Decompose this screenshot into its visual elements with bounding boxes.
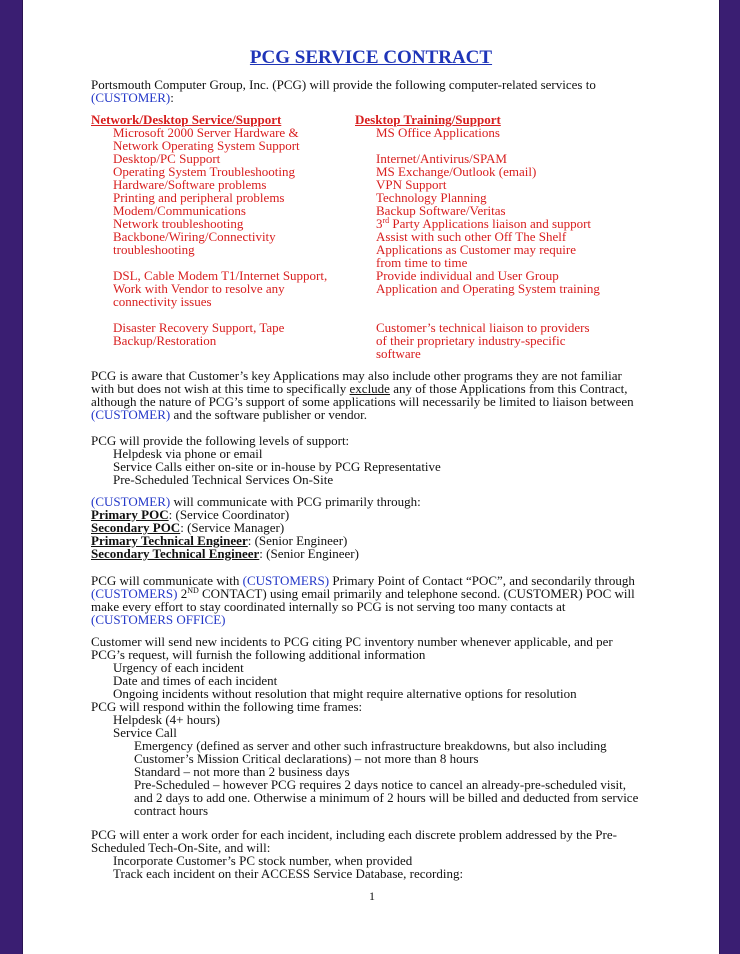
left-item: Printing and peripheral problems	[113, 190, 285, 205]
response-times-intro: PCG will respond within the following time frames:	[91, 699, 363, 714]
right-item: Application and Operating System training	[376, 281, 600, 296]
right-item: MS Exchange/Outlook (email)	[376, 164, 537, 179]
poc-paragraph-line: make every effort to stay coordinated internally so PCG is not serving too many contacts at	[91, 599, 566, 614]
support-levels-intro: PCG will provide the following levels of support:	[91, 433, 350, 448]
incident-info-item: Date and times of each incident	[113, 673, 278, 688]
third-party-text: Party Applications liaison and support	[389, 216, 592, 231]
apps-text: with but does not wish at this time to specifically	[91, 381, 350, 396]
response-prescheduled: Pre-Scheduled – however PCG requires 2 days notice to cancel an already-pre-scheduled visit,	[134, 777, 627, 792]
contact-label: Primary Technical Engineer	[91, 533, 248, 548]
left-item: Microsoft 2000 Server Hardware &	[113, 125, 299, 140]
left-item: DSL, Cable Modem T1/Internet Support,	[113, 268, 328, 283]
poc-text: Primary Point of Contact “POC”, and secondarily through	[329, 573, 635, 588]
incidents-line: Customer will send new incidents to PCG citing PC inventory number whenever applicable, and per	[91, 634, 613, 649]
right-item: Backup Software/Veritas	[376, 203, 506, 218]
right-item: VPN Support	[376, 177, 447, 192]
poc-text: PCG will communicate with	[91, 573, 243, 588]
left-item: Operating System Troubleshooting	[113, 164, 296, 179]
left-item: Hardware/Software problems	[113, 177, 267, 192]
exclude-word: exclude	[349, 381, 390, 396]
response-service-call: Service Call	[113, 725, 177, 740]
customer-placeholder: (CUSTOMERS)	[91, 586, 178, 601]
ordinal-suffix: ND	[187, 586, 199, 595]
response-prescheduled: and 2 days to add one. Otherwise a minimum of 2 hours will be billed and deducted from service	[134, 790, 639, 805]
customer-placeholder: (CUSTOMERS)	[242, 573, 330, 588]
right-item: MS Office Applications	[376, 125, 500, 140]
right-item: Customer’s technical liaison to providers	[376, 320, 590, 335]
contact-label: Primary POC	[91, 507, 169, 522]
work-order-item: Track each incident on their ACCESS Service Database, recording:	[113, 866, 464, 881]
right-item: Applications as Customer may require	[376, 242, 577, 257]
right-item: Assist with such other Off The Shelf	[376, 229, 567, 244]
work-order-line: PCG will enter a work order for each incident, including each discrete problem addressed by the Pre-	[91, 827, 617, 842]
left-item: Disaster Recovery Support, Tape	[113, 320, 285, 335]
work-order-line: Scheduled Tech-On-Site, and will:	[91, 840, 271, 855]
apps-paragraph-line: although the nature of PCG’s support of some applications will necessarily be limited to liaison between	[91, 394, 634, 409]
contact-value: : (Service Coordinator)	[168, 507, 290, 522]
document-page	[22, 0, 720, 954]
left-item: troubleshooting	[113, 242, 195, 257]
contact-row	[91, 547, 359, 560]
contact-label: Secondary Technical Engineer	[91, 546, 260, 561]
response-emergency: Customer’s Mission Critical declarations) – not more than 8 hours	[134, 751, 479, 766]
apps-paragraph-line: PCG is aware that Customer’s key Applications may also include other programs they are not familiar	[91, 368, 622, 383]
intro-line: Portsmouth Computer Group, Inc. (PCG) will provide the following computer-related services to	[91, 77, 596, 92]
contact-value: : (Senior Engineer)	[247, 533, 348, 548]
contacts-intro-text: will communicate with PCG primarily through:	[170, 494, 421, 509]
ordinal-number: 3	[376, 216, 383, 231]
incidents-line: PCG’s request, will furnish the following additional information	[91, 647, 426, 662]
incident-info-item: Ongoing incidents without resolution that might require alternative options for resolution	[113, 686, 577, 701]
page-content	[23, 0, 719, 954]
intro-colon: :	[170, 90, 174, 105]
left-column-header: Network/Desktop Service/Support	[91, 112, 282, 127]
right-item: of their proprietary industry-specific	[376, 333, 566, 348]
intro-customer-line	[91, 91, 174, 104]
poc-text: CONTACT) using email primarily and telephone second. (CUSTOMER) POC will	[198, 586, 635, 601]
right-item: Provide individual and User Group	[376, 268, 559, 283]
ordinal-suffix: rd	[382, 216, 390, 225]
right-item: Internet/Antivirus/SPAM	[376, 151, 507, 166]
page-number: 1	[369, 889, 375, 903]
left-item: Backup/Restoration	[113, 333, 217, 348]
poc-text: 2	[177, 586, 188, 601]
response-prescheduled: contract hours	[134, 803, 209, 818]
support-level-item: Service Calls either on-site or in-house by PCG Representative	[113, 459, 441, 474]
contact-label: Secondary POC	[91, 520, 181, 535]
response-helpdesk: Helpdesk (4+ hours)	[113, 712, 220, 727]
response-emergency: Emergency (defined as server and other such infrastructure breakdowns, but also including	[134, 738, 607, 753]
left-item: Network Operating System Support	[113, 138, 300, 153]
left-item: Desktop/PC Support	[113, 151, 221, 166]
apps-paragraph-line	[91, 408, 367, 421]
right-item: Technology Planning	[376, 190, 487, 205]
support-level-item: Pre-Scheduled Technical Services On-Site	[113, 472, 334, 487]
customer-office-placeholder: (CUSTOMERS OFFICE)	[91, 612, 226, 627]
customer-placeholder: (CUSTOMER)	[91, 407, 171, 422]
contact-value: : (Service Manager)	[180, 520, 285, 535]
response-standard: Standard – not more than 2 business days	[134, 764, 350, 779]
contact-value: : (Senior Engineer)	[259, 546, 359, 561]
customer-placeholder: (CUSTOMER)	[91, 494, 171, 509]
left-item: connectivity issues	[113, 294, 212, 309]
left-item: Backbone/Wiring/Connectivity	[113, 229, 276, 244]
right-column-header: Desktop Training/Support	[355, 112, 501, 127]
support-level-item: Helpdesk via phone or email	[113, 446, 263, 461]
customer-placeholder: (CUSTOMER)	[91, 90, 171, 105]
apps-text: and the software publisher or vendor.	[170, 407, 367, 422]
incident-info-item: Urgency of each incident	[113, 660, 244, 675]
page-title: PCG SERVICE CONTRACT	[249, 47, 493, 68]
left-item: Network troubleshooting	[113, 216, 244, 231]
right-item: from time to time	[376, 255, 468, 270]
left-item: Modem/Communications	[113, 203, 246, 218]
work-order-item: Incorporate Customer’s PC stock number, when provided	[113, 853, 413, 868]
left-item: Work with Vendor to resolve any	[113, 281, 285, 296]
apps-text: any of those Applications from this Contract,	[389, 381, 628, 396]
right-item: software	[376, 346, 421, 361]
